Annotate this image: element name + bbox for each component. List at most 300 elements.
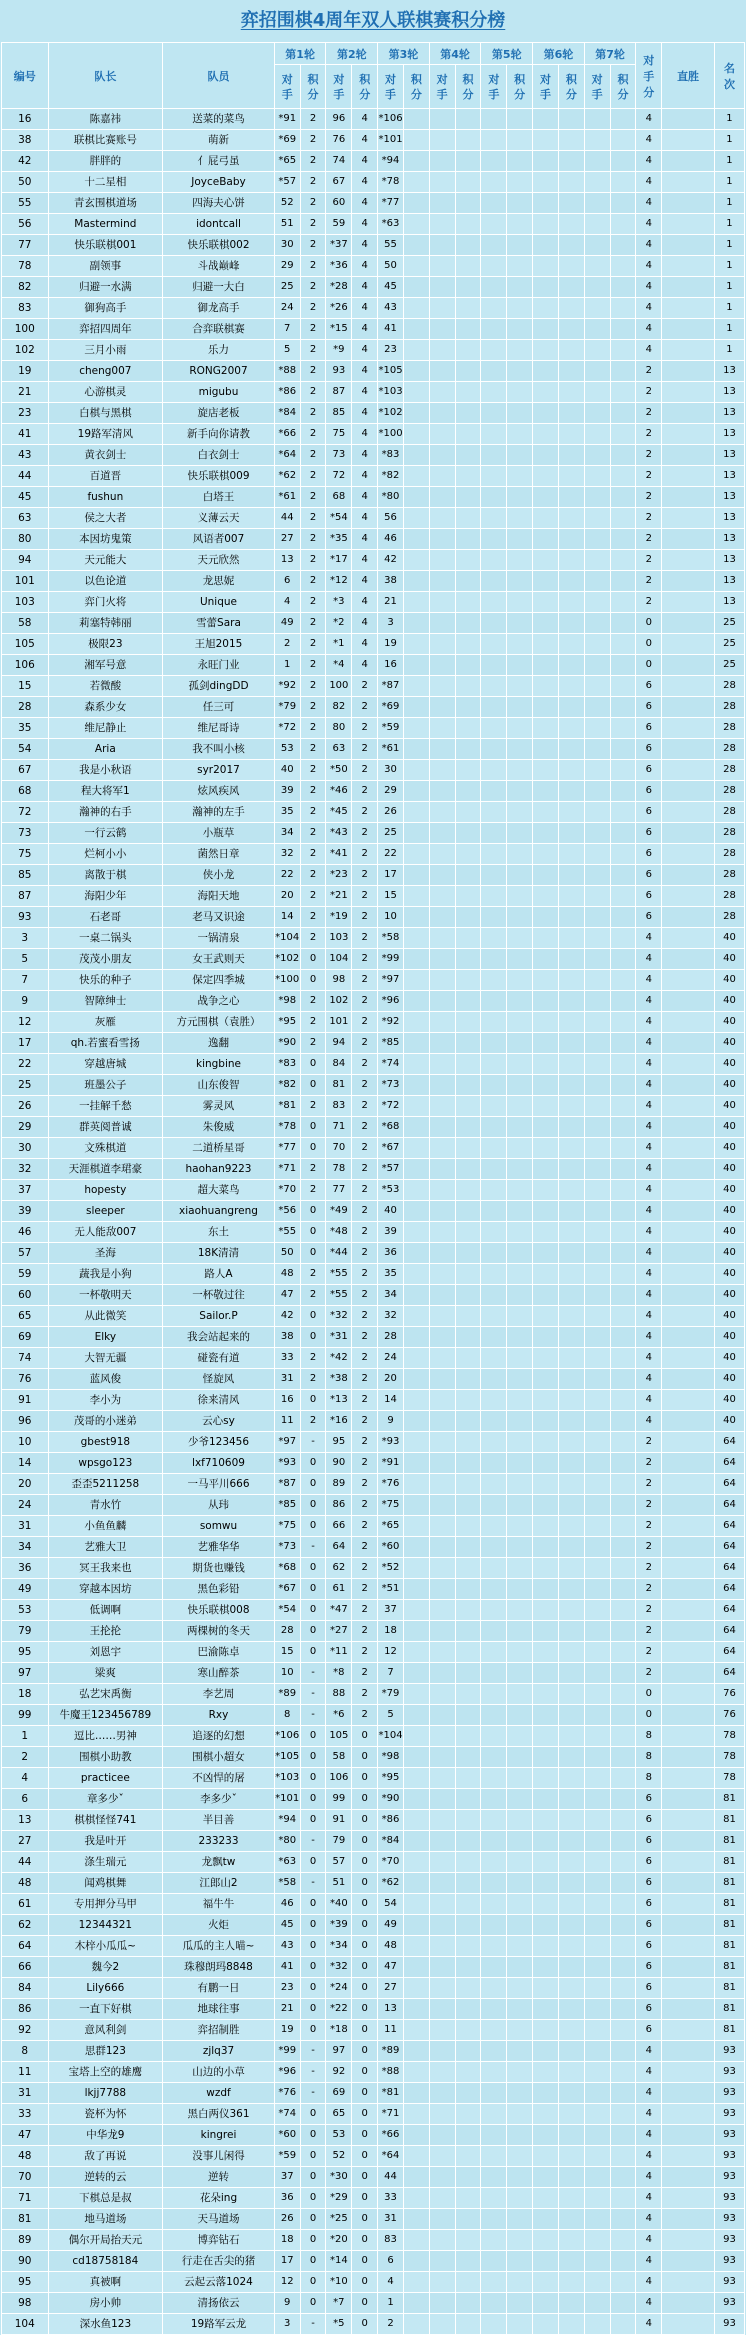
cell-member: 清扬依云 [163, 2293, 275, 2314]
table-row [2, 1831, 745, 1852]
cell-round-2-points: 0 [352, 1894, 378, 1915]
cell-round-7-points [610, 1201, 636, 1222]
cell-round-7-opponent [584, 2125, 610, 2146]
cell-round-4-points [455, 1726, 481, 1747]
cell-round-7-opponent [584, 655, 610, 676]
cell-round-3-opponent: *74 [378, 1054, 404, 1075]
cell-round-1-points: 2 [300, 823, 326, 844]
cell-round-4-opponent [429, 2293, 455, 2314]
cell-round-3-opponent: 9 [378, 1411, 404, 1432]
cell-round-3-opponent: *87 [378, 676, 404, 697]
cell-round-7-opponent [584, 1453, 610, 1474]
cell-opponent-score: 4 [636, 1369, 662, 1390]
cell-round-3-points [403, 1579, 429, 1600]
cell-round-6-opponent [533, 130, 559, 151]
cell-round-3-opponent: *88 [378, 2062, 404, 2083]
cell-round-3-points [403, 2104, 429, 2125]
cell-round-5-opponent [481, 2251, 507, 2272]
cell-round-1-opponent: *87 [274, 1474, 300, 1495]
cell-round-6-opponent [533, 1411, 559, 1432]
cell-round-4-opponent [429, 1663, 455, 1684]
cell-round-5-opponent [481, 2041, 507, 2062]
cell-round-3-points [403, 1873, 429, 1894]
table-row [2, 970, 745, 991]
cell-round-4-points [455, 970, 481, 991]
cell-round-2-points: 2 [352, 1705, 378, 1726]
cell-round-4-opponent [429, 487, 455, 508]
cell-round-6-points [558, 907, 584, 928]
cell-round-2-points: 2 [352, 1516, 378, 1537]
cell-member: 朱俊威 [163, 1117, 275, 1138]
cell-round-5-points [507, 676, 533, 697]
cell-rank: 81 [714, 1999, 744, 2020]
cell-round-7-opponent [584, 2167, 610, 2188]
cell-round-2-points: 4 [352, 130, 378, 151]
cell-member: 李艺周 [163, 1684, 275, 1705]
cell-round-1-points: 0 [300, 1243, 326, 1264]
cell-round-1-opponent: *76 [274, 2083, 300, 2104]
cell-round-6-points [558, 1495, 584, 1516]
cell-round-5-opponent [481, 1432, 507, 1453]
cell-round-7-opponent [584, 1264, 610, 1285]
cell-opponent-score: 4 [636, 2188, 662, 2209]
cell-round-6-points [558, 2020, 584, 2041]
cell-round-3-opponent: *94 [378, 151, 404, 172]
cell-round-4-opponent [429, 1915, 455, 1936]
cell-round-4-opponent [429, 1747, 455, 1768]
cell-round-5-points [507, 1663, 533, 1684]
cell-round-5-opponent [481, 214, 507, 235]
cell-round-4-points [455, 340, 481, 361]
cell-round-2-points: 0 [352, 2041, 378, 2062]
cell-round-2-points: 2 [352, 1138, 378, 1159]
cell-round-7-opponent [584, 1390, 610, 1411]
cell-round-7-opponent [584, 823, 610, 844]
cell-round-1-opponent: *80 [274, 1831, 300, 1852]
cell-round-7-opponent [584, 571, 610, 592]
cell-round-5-opponent [481, 1768, 507, 1789]
cell-round-5-opponent [481, 1537, 507, 1558]
cell-round-3-points [403, 1411, 429, 1432]
cell-round-3-opponent: 26 [378, 802, 404, 823]
cell-direct-win [662, 109, 715, 130]
cell-captain: Aria [48, 739, 163, 760]
cell-member: 龙飘tw [163, 1852, 275, 1873]
cell-round-3-opponent: 56 [378, 508, 404, 529]
cell-round-4-opponent [429, 508, 455, 529]
cell-round-7-points [610, 1369, 636, 1390]
cell-captain: 森系少女 [48, 697, 163, 718]
cell-round-6-points [558, 592, 584, 613]
cell-round-7-opponent [584, 529, 610, 550]
cell-round-5-opponent [481, 1894, 507, 1915]
cell-direct-win [662, 1663, 715, 1684]
cell-round-7-points [610, 235, 636, 256]
cell-round-5-opponent [481, 928, 507, 949]
cell-round-3-opponent: *103 [378, 382, 404, 403]
cell-id: 69 [2, 1327, 49, 1348]
cell-round-3-points [403, 676, 429, 697]
cell-round-5-points [507, 1075, 533, 1096]
cell-round-5-points [507, 1474, 533, 1495]
cell-round-1-points: 2 [300, 697, 326, 718]
cell-round-5-points [507, 1201, 533, 1222]
cell-direct-win [662, 529, 715, 550]
table-row [2, 865, 745, 886]
cell-round-5-opponent [481, 1390, 507, 1411]
cell-round-1-opponent: *63 [274, 1852, 300, 1873]
cell-round-4-opponent [429, 1432, 455, 1453]
cell-direct-win [662, 1033, 715, 1054]
cell-round-1-opponent: 33 [274, 1348, 300, 1369]
cell-round-7-opponent [584, 424, 610, 445]
cell-round-2-opponent: 78 [326, 1159, 352, 1180]
cell-round-7-points [610, 718, 636, 739]
cell-round-7-points [610, 886, 636, 907]
cell-round-5-points [507, 823, 533, 844]
cell-round-6-opponent [533, 1306, 559, 1327]
cell-round-1-points: 2 [300, 592, 326, 613]
cell-round-4-opponent [429, 886, 455, 907]
cell-round-2-opponent: 74 [326, 151, 352, 172]
cell-round-3-points [403, 1159, 429, 1180]
cell-round-7-opponent [584, 1222, 610, 1243]
cell-direct-win [662, 2251, 715, 2272]
cell-round-2-opponent: 51 [326, 1873, 352, 1894]
cell-rank: 64 [714, 1558, 744, 1579]
table-row [2, 1705, 745, 1726]
cell-round-4-points [455, 1894, 481, 1915]
cell-captain: 无人能敌007 [48, 1222, 163, 1243]
cell-round-5-points [507, 1642, 533, 1663]
table-row [2, 109, 745, 130]
cell-round-6-opponent [533, 2251, 559, 2272]
cell-round-3-points [403, 844, 429, 865]
cell-round-5-opponent [481, 1306, 507, 1327]
cell-round-1-opponent: 19 [274, 2020, 300, 2041]
cell-round-6-opponent [533, 193, 559, 214]
cell-round-5-opponent [481, 2146, 507, 2167]
cell-opponent-score: 4 [636, 2272, 662, 2293]
cell-round-1-opponent: *55 [274, 1222, 300, 1243]
cell-round-5-points [507, 1054, 533, 1075]
cell-round-7-points [610, 1789, 636, 1810]
cell-id: 48 [2, 1873, 49, 1894]
cell-round-7-opponent [584, 886, 610, 907]
cell-round-4-opponent [429, 2188, 455, 2209]
cell-round-7-opponent [584, 1201, 610, 1222]
cell-member: 女王武则天 [163, 949, 275, 970]
cell-direct-win [662, 2272, 715, 2293]
cell-member: 追逐的幻想 [163, 1726, 275, 1747]
cell-round-4-points [455, 2020, 481, 2041]
cell-member: 天马道场 [163, 2209, 275, 2230]
cell-round-7-points [610, 1054, 636, 1075]
cell-round-2-points: 2 [352, 760, 378, 781]
cell-round-3-points [403, 1978, 429, 1999]
cell-round-2-opponent: 76 [326, 130, 352, 151]
cell-round-6-opponent [533, 256, 559, 277]
cell-round-2-opponent: 93 [326, 361, 352, 382]
cell-id: 93 [2, 907, 49, 928]
cell-round-1-points: 2 [300, 319, 326, 340]
cell-round-3-opponent: 47 [378, 1957, 404, 1978]
cell-id: 13 [2, 1810, 49, 1831]
cell-round-2-opponent: *23 [326, 865, 352, 886]
cell-opponent-score: 6 [636, 823, 662, 844]
cell-round-7-opponent [584, 1516, 610, 1537]
table-row [2, 802, 745, 823]
cell-rank: 1 [714, 214, 744, 235]
cell-round-6-points [558, 1201, 584, 1222]
cell-round-6-points [558, 1810, 584, 1831]
cell-round-4-opponent [429, 697, 455, 718]
table-row [2, 529, 745, 550]
cell-round-5-opponent [481, 1201, 507, 1222]
cell-round-6-points [558, 466, 584, 487]
cell-round-3-opponent: *64 [378, 2146, 404, 2167]
cell-round-4-opponent [429, 865, 455, 886]
table-row [2, 1411, 745, 1432]
cell-round-1-opponent: 23 [274, 1978, 300, 1999]
cell-round-1-opponent: *59 [274, 2146, 300, 2167]
cell-round-6-points [558, 1390, 584, 1411]
cell-direct-win [662, 172, 715, 193]
cell-direct-win [662, 613, 715, 634]
cell-captain: 围棋小助教 [48, 1747, 163, 1768]
cell-opponent-score: 4 [636, 2125, 662, 2146]
cell-round-6-opponent [533, 1600, 559, 1621]
cell-captain: Mastermind [48, 214, 163, 235]
cell-round-1-opponent: *72 [274, 718, 300, 739]
cell-round-2-points: 4 [352, 193, 378, 214]
cell-round-6-points [558, 193, 584, 214]
cell-round-2-points: 2 [352, 1579, 378, 1600]
cell-round-2-points: 0 [352, 2125, 378, 2146]
cell-opponent-score: 6 [636, 760, 662, 781]
cell-round-3-opponent: *102 [378, 403, 404, 424]
table-row [2, 1180, 745, 1201]
cell-direct-win [662, 2104, 715, 2125]
cell-round-2-points: 2 [352, 802, 378, 823]
cell-id: 70 [2, 2167, 49, 2188]
cell-round-1-points: 2 [300, 1159, 326, 1180]
cell-round-4-points [455, 718, 481, 739]
cell-round-7-opponent [584, 1054, 610, 1075]
cell-round-1-points: 2 [300, 802, 326, 823]
cell-round-3-opponent: *59 [378, 718, 404, 739]
cell-round-5-opponent [481, 1075, 507, 1096]
cell-round-2-points: 0 [352, 1726, 378, 1747]
cell-round-1-opponent: 2 [274, 634, 300, 655]
cell-round-5-opponent [481, 340, 507, 361]
cell-round-6-opponent [533, 676, 559, 697]
cell-round-5-points [507, 193, 533, 214]
cell-captain: 弘艺宋禹衡 [48, 1684, 163, 1705]
cell-round-3-points [403, 1831, 429, 1852]
cell-round-6-points [558, 1327, 584, 1348]
cell-round-5-points [507, 907, 533, 928]
cell-round-6-opponent [533, 550, 559, 571]
cell-round-3-opponent: *93 [378, 1432, 404, 1453]
cell-member: 小瓶草 [163, 823, 275, 844]
cell-round-2-opponent: 75 [326, 424, 352, 445]
cell-member: kingbine [163, 1054, 275, 1075]
cell-round-6-opponent [533, 1852, 559, 1873]
table-row [2, 1390, 745, 1411]
cell-captain: 牛魔王123456789 [48, 1705, 163, 1726]
cell-rank: 40 [714, 1075, 744, 1096]
cell-round-4-opponent [429, 1495, 455, 1516]
cell-round-5-points [507, 550, 533, 571]
cell-rank: 93 [714, 2083, 744, 2104]
cell-direct-win [662, 1222, 715, 1243]
table-row [2, 1810, 745, 1831]
cell-id: 27 [2, 1831, 49, 1852]
cell-round-1-opponent: *85 [274, 1495, 300, 1516]
cell-round-7-opponent [584, 1285, 610, 1306]
cell-rank: 93 [714, 2314, 744, 2335]
cell-round-4-opponent [429, 1306, 455, 1327]
cell-round-7-points [610, 2188, 636, 2209]
cell-round-3-opponent: *68 [378, 1117, 404, 1138]
cell-round-1-points: 0 [300, 1327, 326, 1348]
cell-round-5-points [507, 886, 533, 907]
cell-direct-win [662, 655, 715, 676]
cell-round-7-points [610, 1537, 636, 1558]
cell-round-2-opponent: 62 [326, 1558, 352, 1579]
cell-round-3-opponent: *98 [378, 1747, 404, 1768]
cell-opponent-score: 4 [636, 1222, 662, 1243]
cell-round-7-points [610, 361, 636, 382]
cell-rank: 81 [714, 1957, 744, 1978]
cell-round-4-points [455, 739, 481, 760]
cell-round-4-opponent [429, 235, 455, 256]
cell-round-3-opponent: *92 [378, 1012, 404, 1033]
table-row [2, 991, 745, 1012]
cell-round-6-points [558, 1138, 584, 1159]
cell-round-4-opponent [429, 1474, 455, 1495]
cell-round-7-points [610, 1285, 636, 1306]
cell-opponent-score: 4 [636, 256, 662, 277]
cell-direct-win [662, 1264, 715, 1285]
cell-round-5-opponent [481, 865, 507, 886]
cell-round-4-points [455, 697, 481, 718]
cell-id: 44 [2, 1852, 49, 1873]
cell-round-7-opponent [584, 1096, 610, 1117]
cell-round-7-opponent [584, 2209, 610, 2230]
cell-direct-win [662, 991, 715, 1012]
cell-round-3-opponent: *82 [378, 466, 404, 487]
cell-round-7-points [610, 2251, 636, 2272]
cell-round-7-points [610, 1012, 636, 1033]
cell-captain: 白棋与黑棋 [48, 403, 163, 424]
cell-round-6-opponent [533, 1054, 559, 1075]
cell-round-2-points: 2 [352, 1684, 378, 1705]
cell-round-3-opponent: *80 [378, 487, 404, 508]
cell-direct-win [662, 1369, 715, 1390]
cell-round-2-points: 2 [352, 907, 378, 928]
cell-round-4-points [455, 781, 481, 802]
cell-round-3-points [403, 151, 429, 172]
cell-round-3-opponent: 17 [378, 865, 404, 886]
cell-round-7-points [610, 1978, 636, 1999]
cell-member: 半目善 [163, 1810, 275, 1831]
cell-round-4-points [455, 277, 481, 298]
cell-round-5-points [507, 1621, 533, 1642]
cell-round-6-opponent [533, 1768, 559, 1789]
cell-rank: 78 [714, 1747, 744, 1768]
cell-round-6-opponent [533, 340, 559, 361]
cell-round-6-points [558, 991, 584, 1012]
cell-round-7-opponent [584, 592, 610, 613]
cell-round-5-points [507, 739, 533, 760]
cell-id: 46 [2, 1222, 49, 1243]
cell-round-6-points [558, 2062, 584, 2083]
cell-member: 维尼哥诗 [163, 718, 275, 739]
cell-round-1-opponent: 6 [274, 571, 300, 592]
cell-round-7-opponent [584, 1558, 610, 1579]
cell-opponent-score: 6 [636, 886, 662, 907]
cell-round-5-opponent [481, 361, 507, 382]
cell-round-1-opponent: 26 [274, 2209, 300, 2230]
cell-round-3-opponent: 38 [378, 571, 404, 592]
table-row [2, 1159, 745, 1180]
cell-round-2-opponent: *3 [326, 592, 352, 613]
cell-round-7-points [610, 655, 636, 676]
cell-round-1-points: 0 [300, 1579, 326, 1600]
cell-direct-win [662, 487, 715, 508]
cell-round-3-points [403, 865, 429, 886]
cell-direct-win [662, 235, 715, 256]
cell-round-7-points [610, 844, 636, 865]
cell-round-1-opponent: 50 [274, 1243, 300, 1264]
cell-round-2-points: 2 [352, 1201, 378, 1222]
cell-round-4-points [455, 991, 481, 1012]
cell-round-7-opponent [584, 1789, 610, 1810]
cell-round-7-opponent [584, 256, 610, 277]
cell-round-6-points [558, 2314, 584, 2335]
cell-round-5-opponent [481, 718, 507, 739]
cell-member: 二道桥星哥 [163, 1138, 275, 1159]
cell-round-6-opponent [533, 382, 559, 403]
cell-round-6-opponent [533, 1978, 559, 1999]
cell-round-1-points: - [300, 1705, 326, 1726]
cell-round-4-points [455, 1096, 481, 1117]
cell-round-2-opponent: 96 [326, 109, 352, 130]
cell-round-7-points [610, 1957, 636, 1978]
cell-round-4-points [455, 571, 481, 592]
cell-round-2-opponent: 64 [326, 1537, 352, 1558]
cell-captain: 宝塔上空的雄鹰 [48, 2062, 163, 2083]
cell-round-5-opponent [481, 466, 507, 487]
cell-round-1-points: 2 [300, 1264, 326, 1285]
cell-direct-win [662, 1558, 715, 1579]
cell-round-3-points [403, 592, 429, 613]
cell-round-7-points [610, 592, 636, 613]
cell-round-7-points [610, 802, 636, 823]
table-row [2, 2125, 745, 2146]
cell-round-1-opponent: *96 [274, 2062, 300, 2083]
cell-round-7-points [610, 676, 636, 697]
header-round-5: 第5轮 [481, 43, 533, 65]
cell-round-5-opponent [481, 1663, 507, 1684]
cell-round-1-points: 2 [300, 256, 326, 277]
cell-round-1-points: 2 [300, 403, 326, 424]
cell-round-6-points [558, 1516, 584, 1537]
cell-captain: 歪歪5211258 [48, 1474, 163, 1495]
cell-opponent-score: 4 [636, 319, 662, 340]
